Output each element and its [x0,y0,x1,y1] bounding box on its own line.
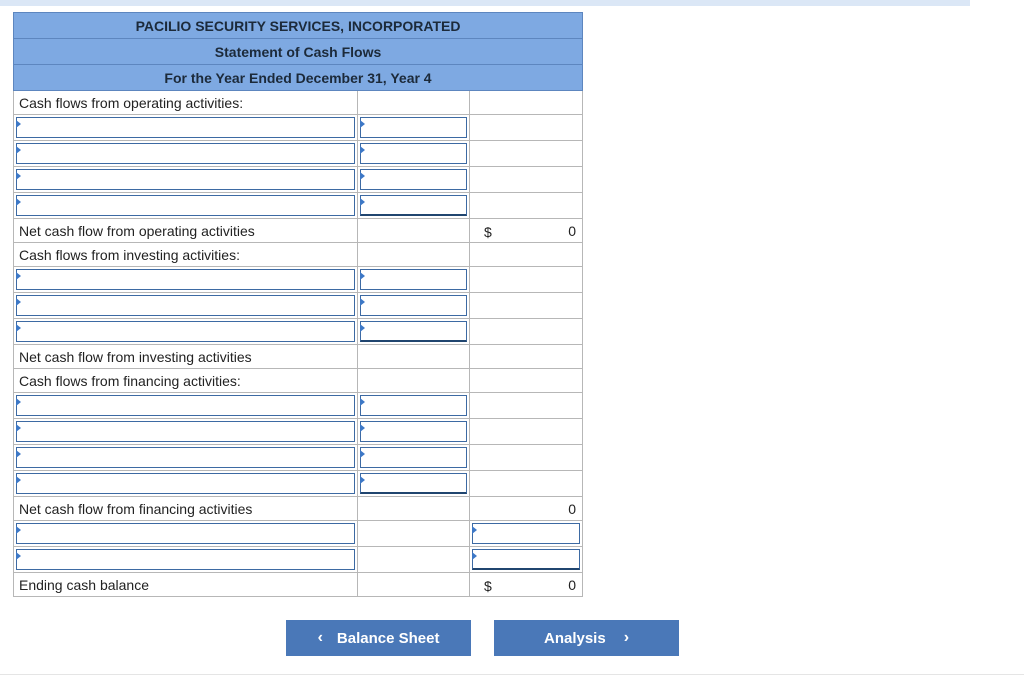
investing-row [14,267,583,293]
financing-net-amount: 0 [470,497,583,521]
investing-net-label: Net cash flow from investing activities [14,345,358,369]
investing-amount-input[interactable] [360,295,467,316]
currency-symbol: $ [484,224,492,240]
operating-row [14,141,583,167]
financing-item-input[interactable] [16,447,355,468]
analysis-button[interactable] [494,620,679,656]
chevron-left-icon: ‹ [317,629,323,646]
ending-cash-value [470,573,583,597]
top-bar [0,0,970,6]
company-title: PACILIO SECURITY SERVICES, INCORPORATED [14,13,583,39]
statement-title: Statement of Cash Flows [14,39,583,65]
operating-item-input[interactable] [16,143,355,164]
ending-cash-amount: 0 [568,576,577,593]
financing-heading: Cash flows from financing activities: [14,369,358,393]
balance-sheet-button[interactable] [286,620,471,656]
operating-item-input[interactable] [16,169,355,190]
operating-amount-input[interactable] [360,143,467,164]
cash-summary-row [14,521,583,547]
bottom-divider [0,674,1024,675]
currency-symbol: $ [484,578,492,594]
operating-heading: Cash flows from operating activities: [14,91,358,115]
operating-net-amount: 0 [568,222,577,239]
financing-row [14,419,583,445]
cash-summary-amount-input[interactable] [472,549,580,570]
cash-summary-label-input[interactable] [16,549,355,570]
cash-flow-statement-table [13,12,583,597]
chevron-right-icon: › [623,629,630,646]
period-title: For the Year Ended December 31, Year 4 [14,65,583,91]
financing-row [14,471,583,497]
operating-item-input[interactable] [16,117,355,138]
operating-row [14,193,583,219]
financing-net-label: Net cash flow from financing activities [14,497,358,521]
ending-cash-label: Ending cash balance [14,573,358,597]
investing-row [14,319,583,345]
financing-item-input[interactable] [16,421,355,442]
investing-item-input[interactable] [16,321,355,342]
investing-item-input[interactable] [16,269,355,290]
investing-amount-input[interactable] [360,321,467,342]
financing-amount-input[interactable] [360,395,467,416]
operating-row [14,115,583,141]
operating-amount-input[interactable] [360,117,467,138]
balance-sheet-label: Balance Sheet [336,629,440,647]
investing-amount-input[interactable] [360,269,467,290]
investing-heading: Cash flows from investing activities: [14,243,358,267]
investing-row [14,293,583,319]
cash-summary-label-input[interactable] [16,523,355,544]
financing-item-input[interactable] [16,473,355,494]
operating-row [14,167,583,193]
financing-item-input[interactable] [16,395,355,416]
operating-item-input[interactable] [16,195,355,216]
operating-amount-input[interactable] [360,169,467,190]
financing-amount-input[interactable] [360,473,467,494]
analysis-label: Analysis [543,629,606,647]
financing-amount-input[interactable] [360,421,467,442]
financing-row [14,445,583,471]
cash-summary-amount-input[interactable] [472,523,580,544]
operating-net-label: Net cash flow from operating activities [14,219,358,243]
financing-row [14,393,583,419]
operating-amount-input[interactable] [360,195,467,216]
investing-item-input[interactable] [16,295,355,316]
operating-net-value [470,219,583,243]
cash-summary-row [14,547,583,573]
financing-amount-input[interactable] [360,447,467,468]
